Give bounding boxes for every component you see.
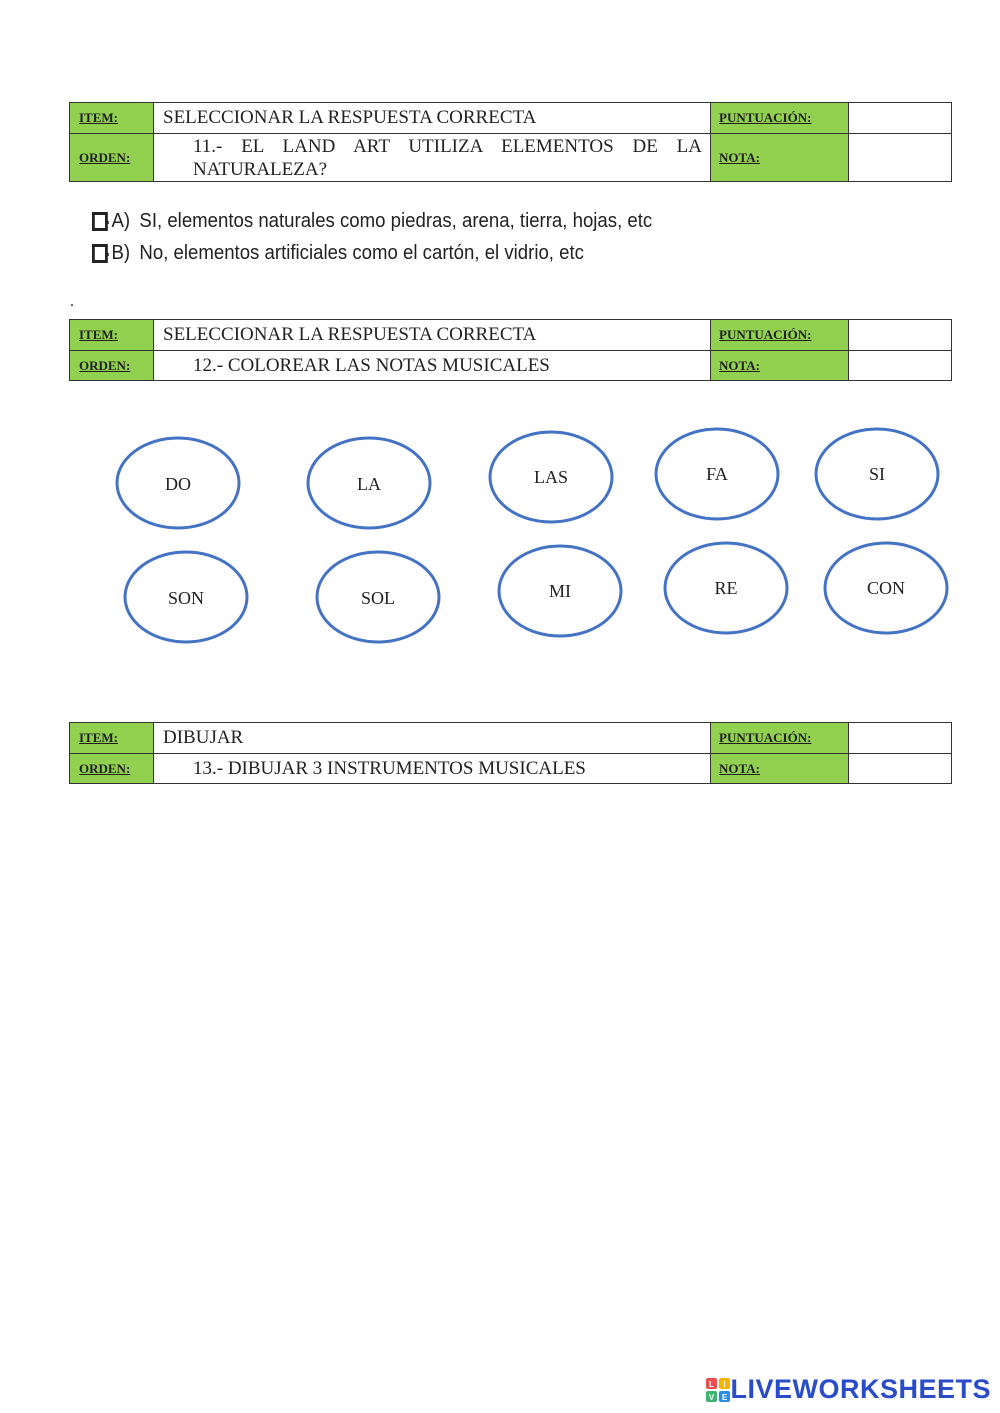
- orden-label: ORDEN:: [70, 134, 154, 182]
- orden-value: 13.- DIBUJAR 3 INSTRUMENTOS MUSICALES: [154, 754, 711, 784]
- nota-field[interactable]: [849, 754, 952, 784]
- item-label: ITEM:: [70, 723, 154, 754]
- note-fa[interactable]: [656, 429, 778, 519]
- option-a-letter: A): [111, 210, 131, 232]
- note-do[interactable]: [117, 438, 239, 528]
- svg-text:I: I: [723, 1379, 727, 1389]
- note-re[interactable]: [665, 543, 787, 633]
- note-las-label: LAS: [533, 467, 569, 487]
- nota-label: NOTA:: [711, 754, 849, 784]
- note-re-label: RE: [714, 578, 738, 598]
- liveworksheets-logo-text: LIVEWORKSHEETS: [730, 1374, 991, 1404]
- note-sol[interactable]: [317, 552, 439, 642]
- orden-value: 11.- EL LAND ART UTILIZA ELEMENTOS DE LA NATURALEZA?: [154, 134, 711, 182]
- item-label: ITEM:: [70, 320, 154, 351]
- note-sol-label: SOL: [360, 588, 396, 608]
- note-son-label: SON: [167, 588, 205, 608]
- puntuacion-field[interactable]: [849, 723, 952, 754]
- svg-text:V: V: [709, 1392, 715, 1402]
- nota-label: NOTA:: [711, 134, 849, 182]
- note-mi[interactable]: [499, 546, 621, 636]
- item-value: DIBUJAR: [154, 723, 711, 754]
- option-b-letter: B): [111, 242, 131, 264]
- stray-dot: .: [70, 293, 74, 310]
- svg-text:L: L: [709, 1379, 715, 1389]
- note-si[interactable]: [816, 429, 938, 519]
- liveworksheets-logo-icon: [706, 1378, 730, 1402]
- musical-notes-area: [0, 0, 1000, 700]
- item-value: SELECCIONAR LA RESPUESTA CORRECTA: [154, 103, 711, 134]
- note-las[interactable]: [490, 432, 612, 522]
- option-a-text: SI, elementos naturales como piedras, arena, tierra, hojas, etc: [139, 210, 653, 232]
- orden-label: ORDEN:: [70, 754, 154, 784]
- puntuacion-label: PUNTUACIÓN:: [711, 320, 849, 351]
- orden-value: 12.- COLOREAR LAS NOTAS MUSICALES: [154, 351, 711, 381]
- note-son[interactable]: [125, 552, 247, 642]
- nota-label: NOTA:: [711, 351, 849, 381]
- note-si-label: SI: [868, 464, 886, 484]
- note-mi-label: MI: [549, 581, 571, 601]
- svg-text:E: E: [722, 1392, 728, 1402]
- note-con[interactable]: [825, 543, 947, 633]
- section-header-13: [69, 722, 952, 784]
- note-do-label: DO: [165, 474, 191, 494]
- note-con-label: CON: [866, 578, 906, 598]
- item-value: SELECCIONAR LA RESPUESTA CORRECTA: [154, 320, 711, 351]
- note-la[interactable]: [308, 438, 430, 528]
- note-fa-label: FA: [706, 464, 728, 484]
- item-label: ITEM:: [70, 103, 154, 134]
- option-b-text: No, elementos artificiales como el cartón, el vidrio, etc: [139, 242, 584, 264]
- puntuacion-label: PUNTUACIÓN:: [711, 723, 849, 754]
- note-la-label: LA: [357, 474, 381, 494]
- orden-label: ORDEN:: [70, 351, 154, 381]
- liveworksheets-logo: [706, 1374, 991, 1405]
- puntuacion-label: PUNTUACIÓN:: [711, 103, 849, 134]
